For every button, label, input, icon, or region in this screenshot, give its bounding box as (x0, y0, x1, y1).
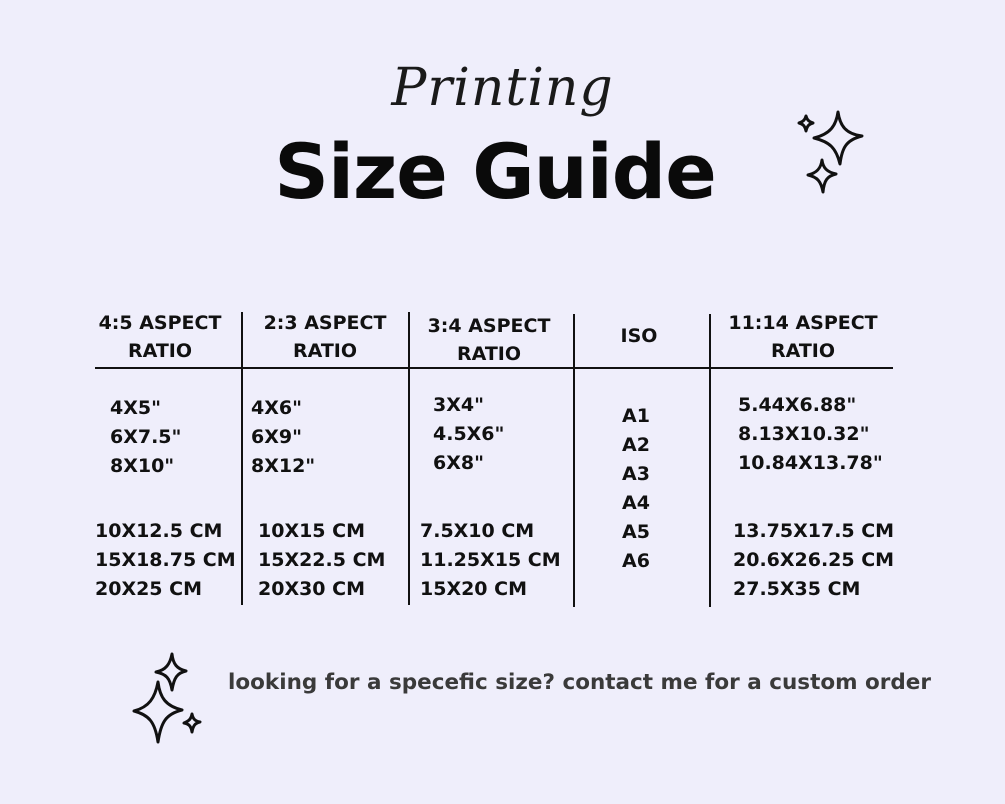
cm-sizes-2-3: 10X15 CM 15X22.5 CM 20X30 CM (258, 520, 386, 600)
header-divider (95, 367, 893, 369)
column-divider (573, 314, 575, 607)
column-header-11-14: 11:14 ASPECT RATIO (728, 312, 878, 362)
sparkles-icon (790, 100, 870, 205)
column-header-2-3: 2:3 ASPECT RATIO (263, 312, 387, 362)
sparkles-icon (130, 648, 210, 748)
inch-sizes-4-5: 4X5" 6X7.5" 8X10" (110, 397, 182, 477)
inch-sizes-11-14: 5.44X6.88" 8.13X10.32" 10.84X13.78" (738, 394, 883, 474)
cm-sizes-3-4: 7.5X10 CM 11.25X15 CM 15X20 CM (420, 520, 561, 600)
column-divider (408, 312, 410, 605)
column-divider (241, 312, 243, 605)
footer-note: looking for a specefic size? contact me for a custom order (228, 670, 931, 695)
page-title: Size Guide (274, 127, 716, 216)
iso-sizes: A1 A2 A3 A4 A5 A6 (622, 405, 650, 572)
script-title: Printing (391, 58, 614, 118)
column-header-iso: ISO (620, 325, 658, 347)
cm-sizes-4-5: 10X12.5 CM 15X18.75 CM 20X25 CM (95, 520, 236, 600)
column-divider (709, 314, 711, 607)
inch-sizes-3-4: 3X4" 4.5X6" 6X8" (433, 394, 505, 474)
column-header-4-5: 4:5 ASPECT RATIO (98, 312, 222, 362)
column-header-3-4: 3:4 ASPECT RATIO (427, 315, 551, 365)
cm-sizes-11-14: 13.75X17.5 CM 20.6X26.25 CM 27.5X35 CM (733, 520, 895, 600)
inch-sizes-2-3: 4X6" 6X9" 8X12" (251, 397, 316, 477)
